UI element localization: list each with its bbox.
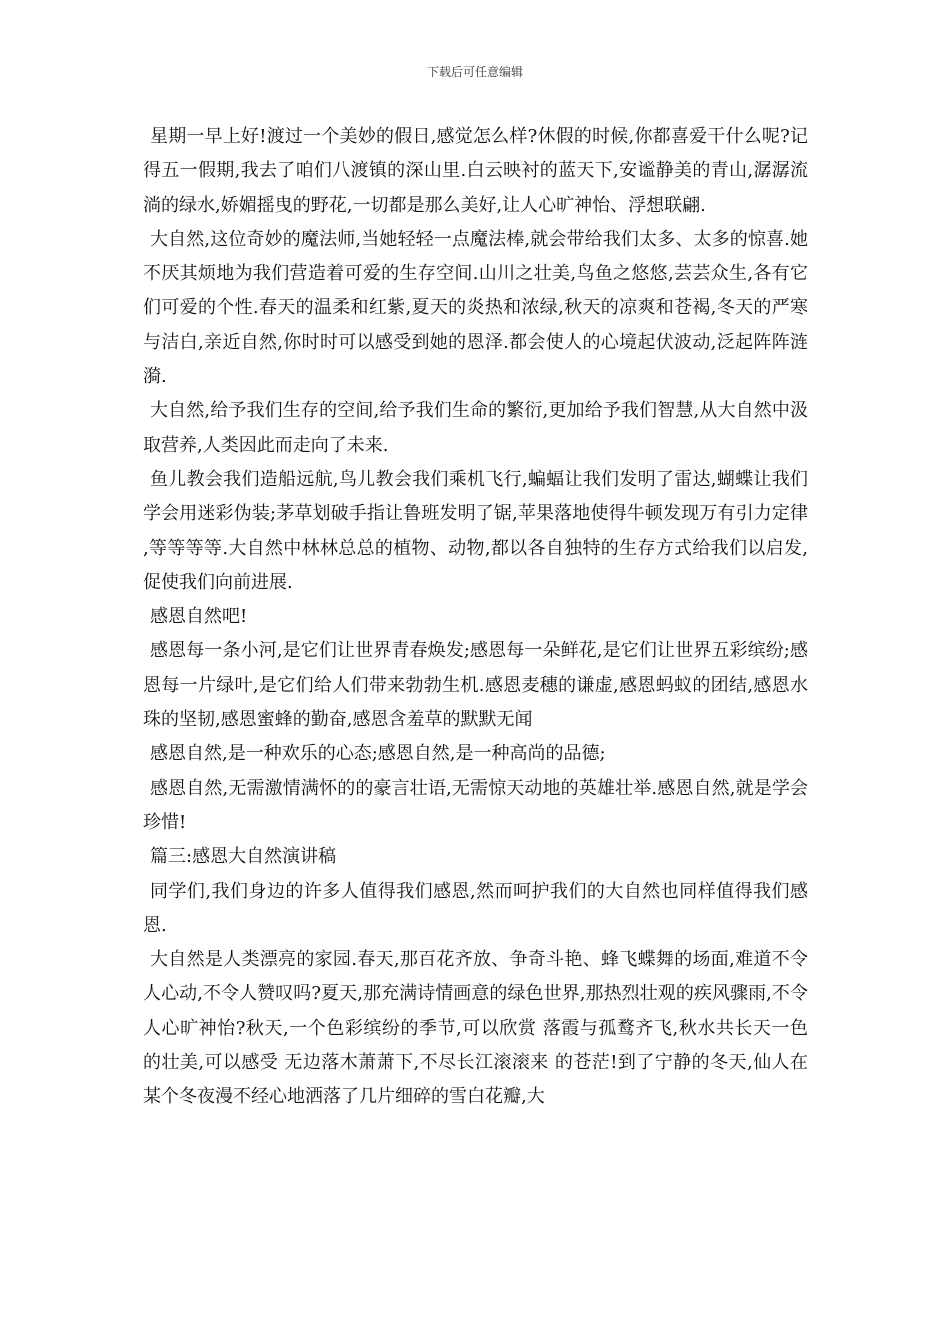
- section-heading: 篇三:感恩大自然演讲稿: [150, 846, 337, 868]
- paragraph: 鱼儿教会我们造船远航,鸟儿教会我们乘机飞行,蝙蝠让我们发明了雷达,蝴蝶让我们学会用迷彩伪装;茅草划破手指让鲁班发明了锯,苹果落地使得牛顿发现万有引力定律,等等等等.大自然中林林总总的植物、动物,都以各自独特的生存方式给我们以启发,促使我们向前进展.: [143, 468, 808, 593]
- page-header: 下载后可任意编辑: [426, 65, 523, 79]
- paragraph: 感恩自然吧!: [150, 606, 248, 628]
- paragraph: 同学们,我们身边的许多人值得我们感恩,然而呵护我们的大自然也同样值得我们感恩.: [143, 880, 808, 936]
- paragraph: 大自然,这位奇妙的魔法师,当她轻轻一点魔法棒,就会带给我们太多、太多的惊喜.她不厌其烦地为我们营造着可爱的生存空间.山川之壮美,鸟鱼之悠悠,芸芸众生,各有它们可爱的个性.春天的温柔和红紫,夏天的炎热和浓绿,秋天的凉爽和苍褐,冬天的严寒与洁白,亲近自然,你时时可以感受到她的恩泽.都会使人的心境起伏波动,泛起阵阵涟漪.: [143, 228, 808, 388]
- paragraph: 感恩自然,是一种欢乐的心态;感恩自然,是一种高尚的品德;: [150, 743, 606, 765]
- paragraph: 星期一早上好!渡过一个美妙的假日,感觉怎么样?休假的时候,你都喜爱干什么呢?记得五一假期,我去了咱们八渡镇的深山里.白云映衬的蓝天下,安谧静美的青山,潺潺流淌的绿水,娇媚摇曳的野花,一切都是那么美好,让人心旷神怡、浮想联翩.: [143, 126, 808, 216]
- paragraph: 感恩每一条小河,是它们让世界青春焕发;感恩每一朵鲜花,是它们让世界五彩缤纷;感恩每一片绿叶,是它们给人们带来勃勃生机.感恩麦穗的谦虚,感恩蚂蚁的团结,感恩水珠的坚韧,感恩蜜蜂的勤奋,感恩含羞草的默默无闻: [143, 640, 808, 731]
- paragraph: 感恩自然,无需激情满怀的的豪言壮语,无需惊天动地的英雄壮举.感恩自然,就是学会珍惜!: [143, 777, 808, 833]
- paragraph: 大自然,给予我们生存的空间,给予我们生命的繁衍,更加给予我们智慧,从大自然中汲取营养,人类因此而走向了未来.: [143, 400, 808, 456]
- paragraph: 大自然是人类漂亮的家园.春天,那百花齐放、争奇斗艳、蜂飞蝶舞的场面,难道不令人心动,不令人赞叹吗?夏天,那充满诗情画意的绿色世界,那热烈壮观的疾风骤雨,不令人心旷神怡?秋天,一个色彩缤纷的季节,可以欣赏 落霞与孤鹜齐飞,秋水共长天一色 的壮美,可以感受 无边落木萧萧下,不尽长江滚滚来 的苍茫!到了宁静的冬天,仙人在某个冬夜漫不经心地洒落了几片细碎的雪白花瓣,大: [143, 949, 808, 1108]
- document-body: [143, 120, 808, 1115]
